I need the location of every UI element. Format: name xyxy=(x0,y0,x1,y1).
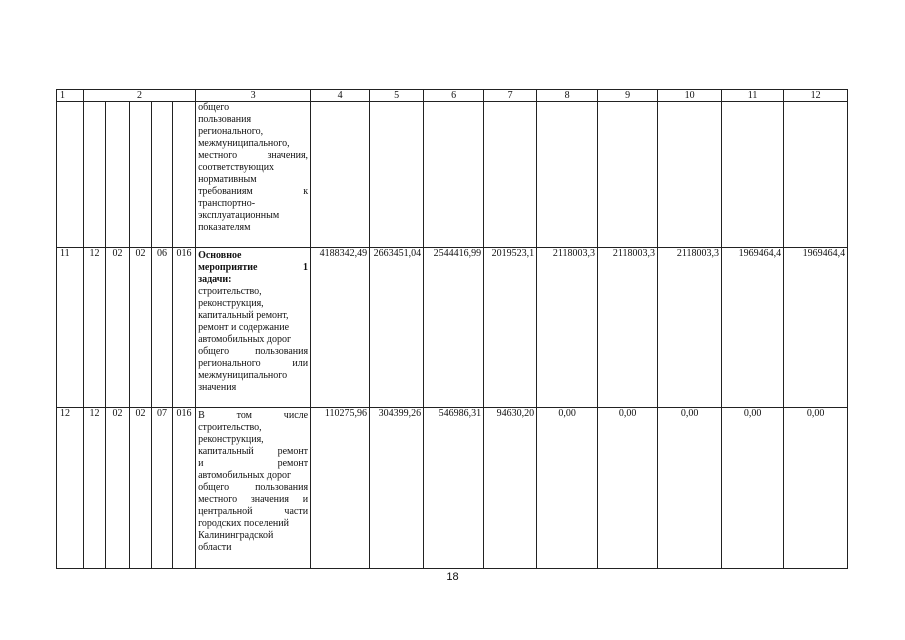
code-cell: 06 xyxy=(152,248,173,408)
column-header: 7 xyxy=(484,90,537,102)
code-cell: 02 xyxy=(106,248,130,408)
table-row xyxy=(57,248,848,408)
cell-empty xyxy=(106,102,130,248)
cell-empty xyxy=(722,102,784,248)
description-line: реконструкция, xyxy=(198,434,264,445)
activity-description xyxy=(196,248,311,408)
description-line: автомобильных дорог xyxy=(198,470,292,481)
description-line: показателям xyxy=(198,222,251,233)
value-cell: 2118003,3 xyxy=(598,248,658,408)
value-cell: 1969464,4 xyxy=(784,248,848,408)
description-line: капитальный ремонт, xyxy=(198,310,289,321)
cell-empty xyxy=(370,102,424,248)
code-cell: 02 xyxy=(130,248,152,408)
description-line: пользования xyxy=(198,114,252,125)
table-row xyxy=(57,408,848,569)
description-line: местного значения и xyxy=(198,494,309,505)
description-line: и ремонт xyxy=(198,458,309,469)
column-header-row xyxy=(57,90,848,102)
value-cell: 2663451,04 xyxy=(370,248,424,408)
value-cell: 2118003,3 xyxy=(658,248,722,408)
description-line: общего xyxy=(198,102,230,113)
description-line: центральной части xyxy=(198,506,309,517)
code-cell: 12 xyxy=(84,248,106,408)
column-header: 11 xyxy=(722,90,784,102)
code-cell: 02 xyxy=(106,408,130,569)
description-line: общего пользования xyxy=(198,346,309,357)
cell-empty xyxy=(537,102,598,248)
column-header: 3 xyxy=(196,90,311,102)
column-header: 5 xyxy=(370,90,424,102)
description-line: местного значения, xyxy=(198,150,309,161)
description-line: значения xyxy=(198,382,237,393)
code-cell: 07 xyxy=(152,408,173,569)
value-cell: 304399,26 xyxy=(370,408,424,569)
value-cell: 0,00 xyxy=(722,408,784,569)
description-line: эксплуатационным xyxy=(198,210,280,221)
value-cell: 0,00 xyxy=(537,408,598,569)
value-cell: 0,00 xyxy=(598,408,658,569)
value-cell: 94630,20 xyxy=(484,408,537,569)
description-line: строительство, xyxy=(198,422,262,433)
budget-table xyxy=(56,89,848,569)
description-line: межмуниципального, xyxy=(198,138,290,149)
code-cell: 016 xyxy=(173,408,196,569)
continuation-description xyxy=(196,102,311,248)
code-cell: 12 xyxy=(84,408,106,569)
description-line: области xyxy=(198,542,232,553)
column-header: 4 xyxy=(311,90,370,102)
description-line: строительство, xyxy=(198,286,262,297)
activity-title-line: Основное xyxy=(198,250,242,261)
cell-empty xyxy=(784,102,848,248)
value-cell: 0,00 xyxy=(658,408,722,569)
cell-empty xyxy=(152,102,173,248)
cell-empty xyxy=(84,102,106,248)
column-header: 12 xyxy=(784,90,848,102)
description-line: нормативным xyxy=(198,174,257,185)
cell-empty xyxy=(173,102,196,248)
description-line: транспортно- xyxy=(198,198,256,209)
description-line: реконструкция, xyxy=(198,298,264,309)
activity-title-line: мероприятие 1 xyxy=(198,262,309,273)
description-line: Калининградской xyxy=(198,530,274,541)
value-cell: 110275,96 xyxy=(311,408,370,569)
value-cell: 4188342,49 xyxy=(311,248,370,408)
activity-title-line: задачи: xyxy=(198,274,232,285)
column-header: 2 xyxy=(84,90,196,102)
cell-empty xyxy=(311,102,370,248)
cell-empty xyxy=(57,102,84,248)
value-cell: 1969464,4 xyxy=(722,248,784,408)
column-header: 6 xyxy=(424,90,484,102)
cell-empty xyxy=(484,102,537,248)
column-header: 9 xyxy=(598,90,658,102)
column-header: 10 xyxy=(658,90,722,102)
column-header: 8 xyxy=(537,90,598,102)
code-cell: 016 xyxy=(173,248,196,408)
description-line: городских поселений xyxy=(198,518,289,529)
page-number: 18 xyxy=(446,571,459,583)
description-line: регионального или xyxy=(198,358,309,369)
description-line: В том числе xyxy=(198,410,309,421)
cell-empty xyxy=(658,102,722,248)
description-line: общего пользования xyxy=(198,482,309,493)
description-line: требованиям к xyxy=(198,186,309,197)
code-cell: 02 xyxy=(130,408,152,569)
activity-description xyxy=(196,408,311,569)
description-line: регионального, xyxy=(198,126,264,137)
value-cell: 2019523,1 xyxy=(484,248,537,408)
description-line: соответствующих xyxy=(198,162,275,173)
description-line: межмуниципального xyxy=(198,370,288,381)
description-line: автомобильных дорог xyxy=(198,334,292,345)
row-number: 11 xyxy=(57,248,84,408)
value-cell: 0,00 xyxy=(784,408,848,569)
value-cell: 546986,31 xyxy=(424,408,484,569)
value-cell: 2118003,3 xyxy=(537,248,598,408)
row-number: 12 xyxy=(57,408,84,569)
continuation-row xyxy=(57,102,848,248)
column-header: 1 xyxy=(57,90,84,102)
description-line: ремонт и содержание xyxy=(198,322,290,333)
value-cell: 2544416,99 xyxy=(424,248,484,408)
cell-empty xyxy=(598,102,658,248)
description-line: капитальный ремонт xyxy=(198,446,309,457)
cell-empty xyxy=(130,102,152,248)
cell-empty xyxy=(424,102,484,248)
